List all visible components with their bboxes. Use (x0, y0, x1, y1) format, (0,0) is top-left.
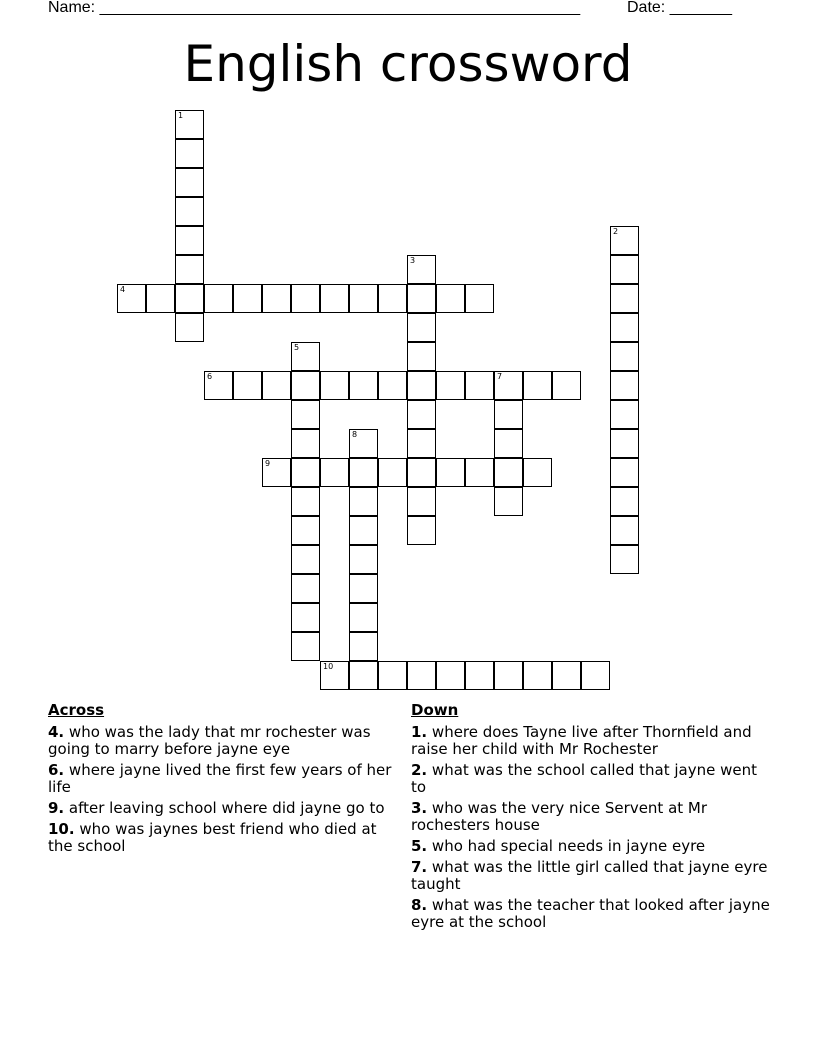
grid-cell[interactable] (610, 371, 639, 400)
grid-cell[interactable] (349, 574, 378, 603)
cell-number: 4 (120, 285, 126, 294)
grid-cell[interactable] (436, 661, 465, 690)
clue-across-10 (48, 821, 398, 855)
clue-down-5 (411, 838, 771, 855)
cell-number: 7 (497, 372, 503, 381)
grid-cell[interactable] (465, 661, 494, 690)
grid-cell[interactable] (320, 284, 349, 313)
grid-cell[interactable] (552, 371, 581, 400)
down-clues (411, 702, 771, 935)
grid-cell[interactable] (291, 371, 320, 400)
clue-text: who was the very nice Servent at Mr rochesters house (411, 799, 708, 834)
grid-cell[interactable] (349, 632, 378, 661)
grid-cell[interactable] (291, 574, 320, 603)
clue-number: 6. (48, 761, 65, 779)
clue-number: 4. (48, 723, 65, 741)
clue-text: where does Tayne live after Thornfield and raise her child with Mr Rochester (411, 723, 752, 758)
grid-cell[interactable] (349, 487, 378, 516)
grid-cell[interactable] (610, 342, 639, 371)
clue-number: 2. (411, 761, 428, 779)
clue-down-2 (411, 762, 771, 796)
grid-cell[interactable] (233, 371, 262, 400)
grid-cell[interactable] (494, 458, 523, 487)
grid-cell[interactable] (407, 516, 436, 545)
grid-cell[interactable] (610, 487, 639, 516)
grid-cell[interactable] (291, 545, 320, 574)
clue-text: who had special needs in jayne eyre (431, 837, 706, 855)
grid-cell[interactable] (175, 313, 204, 342)
grid-cell[interactable] (407, 284, 436, 313)
grid-cell[interactable] (262, 371, 291, 400)
grid-cell[interactable] (175, 284, 204, 313)
grid-cell[interactable] (175, 110, 204, 139)
grid-cell[interactable] (523, 458, 552, 487)
grid-cell[interactable] (581, 661, 610, 690)
grid-cell[interactable] (407, 429, 436, 458)
grid-cell[interactable] (465, 458, 494, 487)
grid-cell[interactable] (610, 313, 639, 342)
grid-cell[interactable] (233, 284, 262, 313)
grid-cell[interactable] (378, 284, 407, 313)
grid-cell[interactable] (175, 226, 204, 255)
clue-across-6 (48, 762, 398, 796)
grid-cell[interactable] (175, 197, 204, 226)
grid-cell[interactable] (349, 661, 378, 690)
grid-cell[interactable] (407, 313, 436, 342)
grid-cell[interactable] (175, 168, 204, 197)
grid-cell[interactable] (117, 284, 146, 313)
clue-text: who was the lady that mr rochester was going to marry before jayne eye (48, 723, 371, 758)
grid-cell[interactable] (349, 284, 378, 313)
grid-cell[interactable] (291, 516, 320, 545)
grid-cell[interactable] (378, 371, 407, 400)
grid-cell[interactable] (349, 545, 378, 574)
across-heading: Across (48, 701, 105, 719)
cell-number: 6 (207, 372, 213, 381)
grid-cell[interactable] (378, 661, 407, 690)
grid-cell[interactable] (465, 284, 494, 313)
grid-cell[interactable] (494, 429, 523, 458)
clue-number: 9. (48, 799, 65, 817)
down-heading: Down (411, 701, 459, 719)
grid-cell[interactable] (610, 516, 639, 545)
grid-cell[interactable] (291, 284, 320, 313)
cell-number: 8 (352, 430, 358, 439)
grid-cell[interactable] (146, 284, 175, 313)
grid-cell[interactable] (407, 661, 436, 690)
cell-number: 2 (613, 227, 619, 236)
clue-down-1 (411, 724, 771, 758)
grid-cell[interactable] (320, 661, 349, 690)
clue-down-3 (411, 800, 771, 834)
grid-cell[interactable] (349, 516, 378, 545)
grid-cell[interactable] (291, 342, 320, 371)
grid-cell[interactable] (204, 284, 233, 313)
grid-cell[interactable] (204, 371, 233, 400)
grid-cell[interactable] (436, 371, 465, 400)
grid-cell[interactable] (610, 255, 639, 284)
clue-number: 7. (411, 858, 428, 876)
grid-cell[interactable] (407, 371, 436, 400)
page-title: English crossword (183, 35, 633, 93)
clue-down-7 (411, 859, 771, 893)
grid-cell[interactable] (262, 458, 291, 487)
grid-cell[interactable] (291, 458, 320, 487)
grid-cell[interactable] (494, 487, 523, 516)
cell-number: 9 (265, 459, 271, 468)
clue-text: after leaving school where did jayne go to (68, 799, 385, 817)
grid-cell[interactable] (378, 458, 407, 487)
grid-cell[interactable] (436, 458, 465, 487)
grid-cell[interactable] (610, 458, 639, 487)
grid-cell[interactable] (407, 342, 436, 371)
grid-cell[interactable] (349, 458, 378, 487)
grid-cell[interactable] (175, 255, 204, 284)
grid-cell[interactable] (291, 632, 320, 661)
grid-cell[interactable] (610, 226, 639, 255)
grid-cell[interactable] (262, 284, 291, 313)
clue-text: what was the school called that jayne went to (411, 761, 757, 796)
grid-cell[interactable] (494, 371, 523, 400)
across-clues (48, 702, 398, 859)
grid-cell[interactable] (610, 400, 639, 429)
clue-text: where jayne lived the first few years of her life (48, 761, 392, 796)
grid-cell[interactable] (610, 429, 639, 458)
grid-cell[interactable] (436, 284, 465, 313)
grid-cell[interactable] (291, 400, 320, 429)
clue-down-8 (411, 897, 771, 931)
name-field-label: Name: ______________________________________________________ (48, 0, 581, 16)
cell-number: 3 (410, 256, 416, 265)
clue-text: who was jaynes best friend who died at the school (48, 820, 377, 855)
date-field-label: Date: _______ (627, 0, 732, 16)
grid-cell[interactable] (523, 661, 552, 690)
clue-number: 1. (411, 723, 428, 741)
grid-cell[interactable] (349, 371, 378, 400)
grid-cell[interactable] (610, 284, 639, 313)
grid-cell[interactable] (465, 371, 494, 400)
cell-number: 1 (178, 111, 184, 120)
grid-cell[interactable] (320, 458, 349, 487)
grid-cell[interactable] (291, 429, 320, 458)
grid-cell[interactable] (610, 545, 639, 574)
grid-cell[interactable] (552, 661, 581, 690)
clue-text: what was the little girl called that jayne eyre taught (411, 858, 768, 893)
clue-number: 5. (411, 837, 428, 855)
grid-cell[interactable] (349, 603, 378, 632)
grid-cell[interactable] (349, 429, 378, 458)
clue-number: 10. (48, 820, 75, 838)
clue-across-4 (48, 724, 398, 758)
grid-cell[interactable] (291, 603, 320, 632)
clue-text: what was the teacher that looked after jayne eyre at the school (411, 896, 770, 931)
clue-number: 8. (411, 896, 428, 914)
grid-cell[interactable] (291, 487, 320, 516)
grid-cell[interactable] (494, 661, 523, 690)
clue-across-9 (48, 800, 398, 817)
grid-cell[interactable] (407, 400, 436, 429)
grid-cell[interactable] (175, 139, 204, 168)
clue-number: 3. (411, 799, 428, 817)
grid-cell[interactable] (407, 255, 436, 284)
grid-cell[interactable] (407, 487, 436, 516)
grid-cell[interactable] (407, 458, 436, 487)
cell-number: 5 (294, 343, 300, 352)
grid-cell[interactable] (523, 371, 552, 400)
cell-number: 10 (323, 662, 334, 671)
grid-cell[interactable] (494, 400, 523, 429)
grid-cell[interactable] (320, 371, 349, 400)
